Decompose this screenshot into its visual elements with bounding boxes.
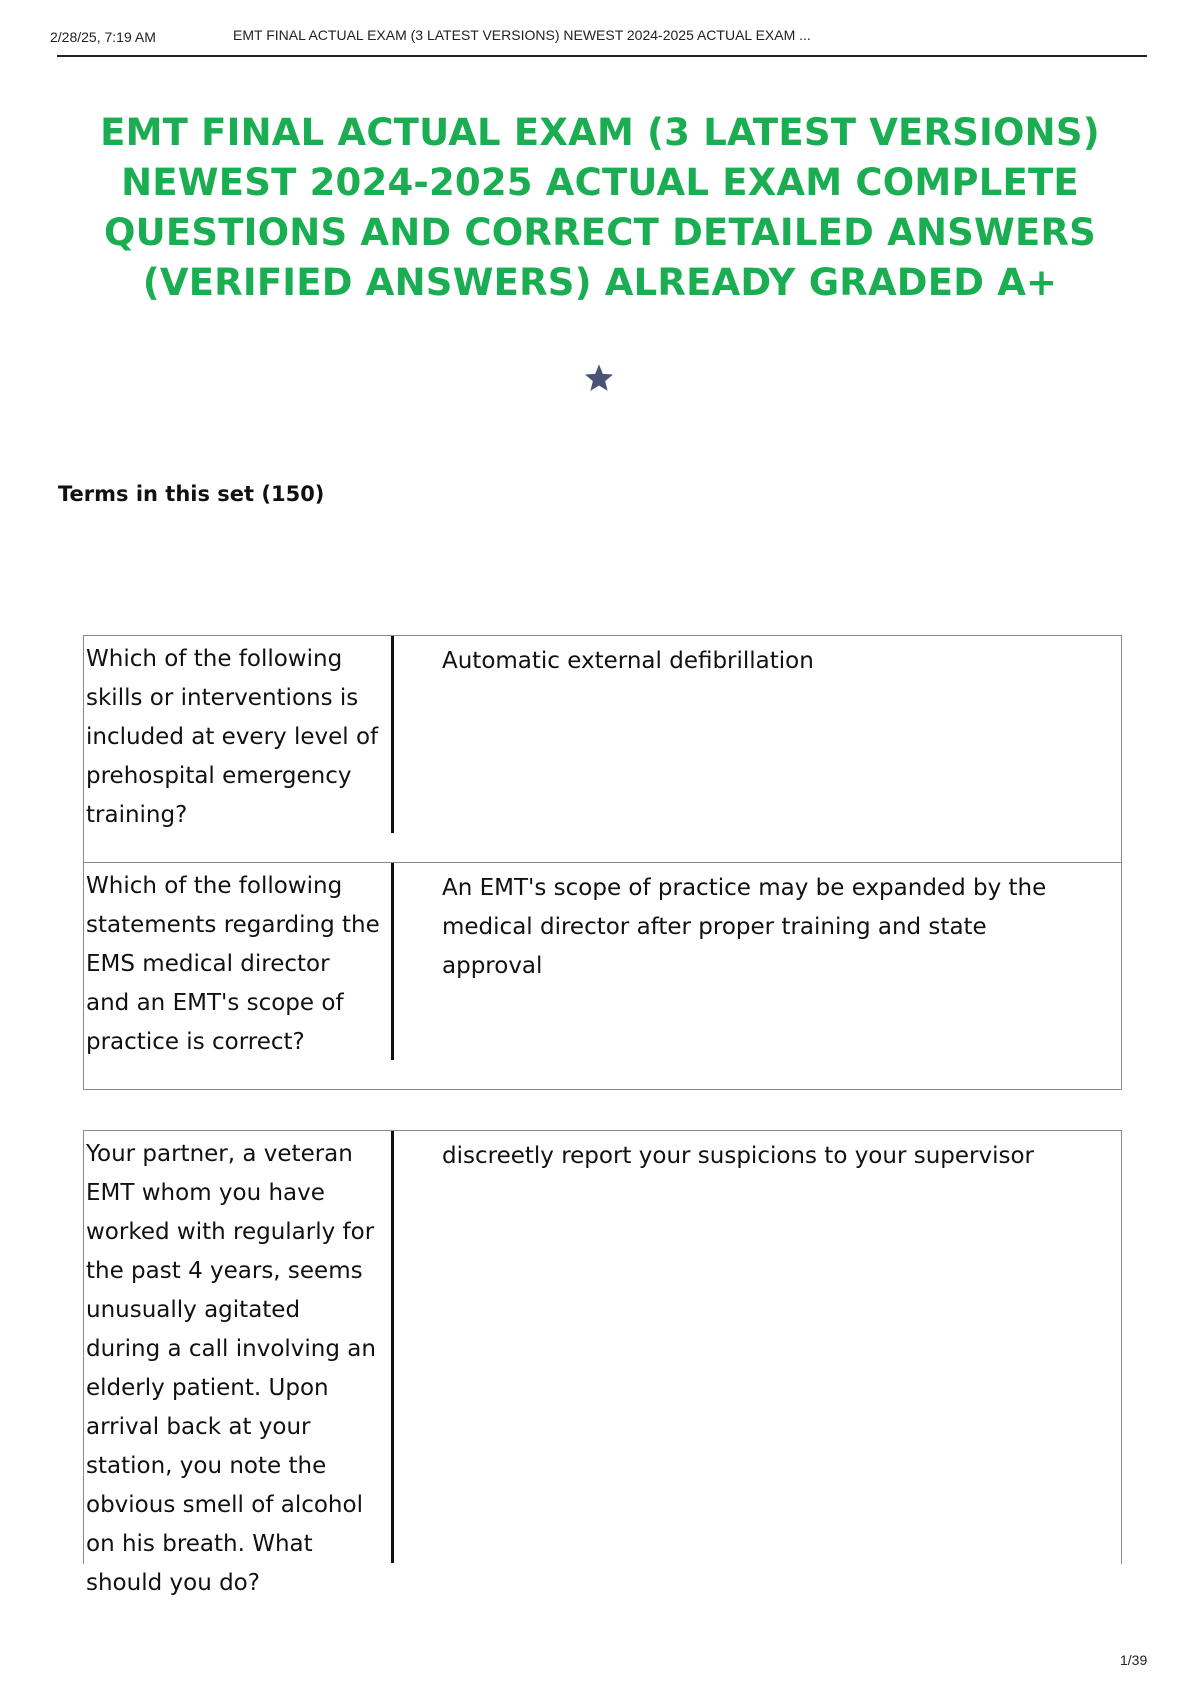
term-text: Which of the following skills or interventions is included at every level of prehospital emergency training? xyxy=(86,646,379,828)
terms-count-heading: Terms in this set (150) xyxy=(58,482,325,506)
star-icon[interactable] xyxy=(583,362,615,394)
print-date: 2/28/25, 7:19 AM xyxy=(50,29,156,45)
flashcard-group xyxy=(83,635,1122,1090)
print-page-title: EMT FINAL ACTUAL EXAM (3 LATEST VERSIONS) NEWEST 2024-2025 ACTUAL EXAM ... xyxy=(233,27,811,43)
flashcard-group xyxy=(83,1130,1122,1596)
column-divider xyxy=(391,863,394,1060)
column-divider xyxy=(391,636,394,833)
star-icon-shape xyxy=(585,364,613,391)
definition-text: Automatic external defibrillation xyxy=(442,648,814,674)
document-title: EMT FINAL ACTUAL EXAM (3 LATEST VERSIONS) NEWEST 2024-2025 ACTUAL EXAM COMPLETE QUESTIONS AND CORRECT DETAILED ANSWERS (VERIFIED ANSWERS) ALREADY GRADED A+ xyxy=(100,111,1100,304)
header-divider xyxy=(57,55,1147,57)
print-header xyxy=(50,26,1140,56)
definition-text: An EMT's scope of practice may be expanded by the medical director after proper training and state approval xyxy=(442,875,1047,979)
definition-text: discreetly report your suspicions to your supervisor xyxy=(442,1143,1035,1169)
term-text: Your partner, a veteran EMT whom you have worked with regularly for the past 4 years, seems unusually agitated during a call involving an elderly patient. Upon arrival back at your station, you note the obvious smell of alcohol on his breath. What should you do? xyxy=(86,1141,376,1596)
page-number: 1/39 xyxy=(1120,1652,1148,1668)
term-text: Which of the following statements regarding the EMS medical director and an EMT's scope of practice is correct? xyxy=(86,873,380,1055)
column-divider xyxy=(391,1131,394,1563)
term-row xyxy=(84,863,1121,1088)
term-row xyxy=(84,1131,1121,1596)
term-row xyxy=(84,636,1121,863)
